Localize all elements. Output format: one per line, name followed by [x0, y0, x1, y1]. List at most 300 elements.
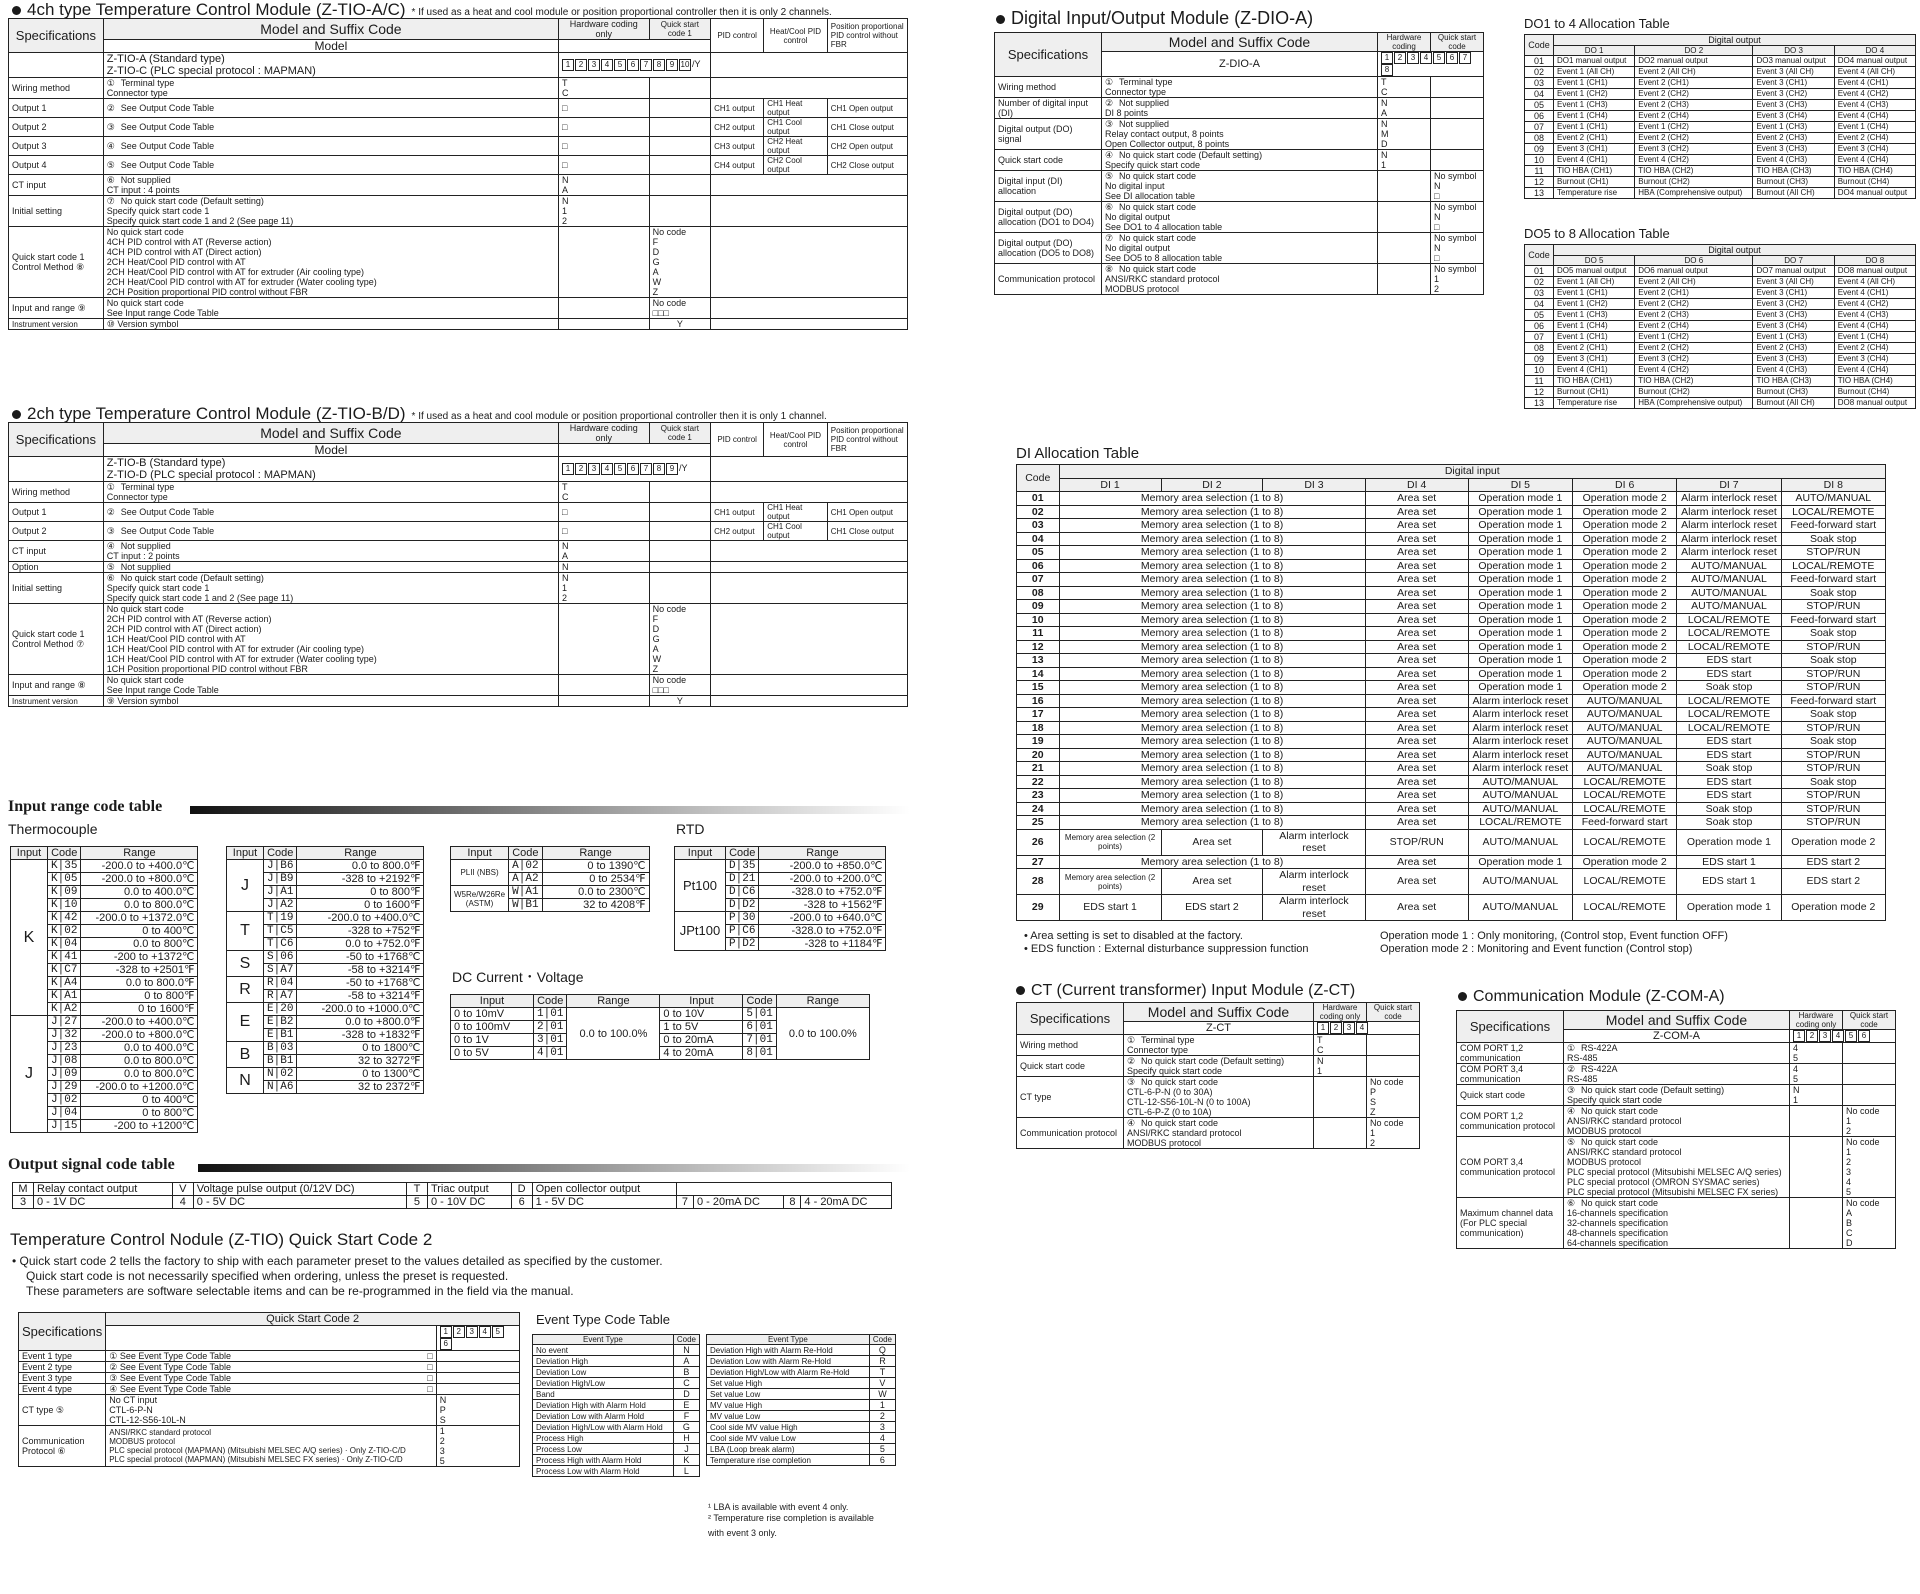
line-text: PLC special protocol (Mitsubishi MELSEC FX series): [1567, 1187, 1779, 1197]
model-value: Z-CT: [1124, 1022, 1314, 1035]
column-header: Input: [11, 847, 48, 860]
output-cell: Event 3 (CH2): [1635, 144, 1753, 155]
table-row: [9, 562, 908, 573]
code-letter: T: [267, 938, 274, 950]
spec-name: Wiring method: [1017, 1035, 1124, 1056]
digit-box: 2: [1330, 1022, 1342, 1034]
table-row: [1525, 365, 1916, 376]
di-cell: Soak stop: [1781, 654, 1885, 668]
di-title: DI Allocation Table: [1016, 445, 1140, 462]
line-text: 4: [1793, 1064, 1799, 1074]
code-letter: K: [51, 886, 58, 898]
digit-box: 4: [479, 1326, 491, 1338]
table-row: [1017, 627, 1886, 641]
di-cell: Memory area selection (1 to 8): [1059, 789, 1365, 803]
di-cell: Alarm interlock reset: [1468, 721, 1572, 735]
spec-name: Output 3: [9, 137, 104, 156]
output-cell: Burnout (CH1): [1554, 387, 1635, 398]
code-letter: J: [267, 860, 274, 872]
box-icon: □: [427, 1384, 433, 1394]
range-cell: -328.0 to +752.0℉: [759, 886, 886, 899]
di-cell: Memory area selection (1 to 8): [1059, 627, 1365, 641]
code-digits: B1: [280, 1055, 294, 1067]
table-row: [707, 1455, 896, 1466]
spec-name: COM PORT 1,2 communication protocol: [1457, 1106, 1564, 1137]
suffix-boxes-cell: [1314, 1022, 1420, 1035]
line-text: CT input : 4 points: [106, 185, 180, 195]
qs-cell: [649, 118, 710, 137]
line-text: 2: [1434, 284, 1440, 294]
line-text: N: [439, 1395, 447, 1405]
hw-header: Hardware coding only: [1314, 1003, 1367, 1022]
heatcool-header: Heat/Cool PID control: [764, 423, 828, 457]
code-cell: 07: [1017, 573, 1060, 587]
spec-items: [103, 118, 558, 137]
di-cell: AUTO/MANUAL: [1573, 694, 1677, 708]
output-cell: Event 2 (CH4): [1834, 343, 1915, 354]
table-row: [451, 1008, 870, 1021]
suffix-boxes: 1 2 3 4 5 6 7 8 9 10 /Y: [562, 59, 701, 69]
table-row: [1525, 321, 1916, 332]
table-row: [19, 1373, 520, 1384]
code-letter: R: [267, 990, 274, 1002]
code-cell: K|A2: [48, 1003, 81, 1016]
line-text: CT input : 2 points: [106, 551, 180, 561]
line-text: No quick start code (Default setting): [1141, 1056, 1285, 1066]
table-row: [1525, 288, 1916, 299]
line-text: 4: [1846, 1177, 1852, 1187]
di-cell: Alarm interlock reset: [1263, 829, 1365, 855]
range-cell: -200.0 to +200.0℃: [759, 873, 886, 886]
code-cell: D|35: [726, 860, 759, 873]
digit-box: 5: [492, 1326, 504, 1338]
output-cell: DO1 manual output: [1554, 56, 1635, 67]
di-cell: EDS start: [1677, 667, 1781, 681]
table-row: [1525, 144, 1916, 155]
line-text: No quick start code: [1119, 264, 1197, 274]
empty-cell: [1314, 1077, 1367, 1118]
di-cell: Memory area selection (1 to 8): [1059, 519, 1365, 533]
code-cell: J|B6: [264, 860, 297, 873]
di-cell: AUTO/MANUAL: [1468, 869, 1572, 895]
event-code: Q: [869, 1345, 895, 1356]
line-text: See Output Code Table: [120, 526, 215, 536]
line-text: A: [1846, 1208, 1853, 1218]
column-header: Code: [509, 847, 542, 860]
code-cell: 4|01: [534, 1047, 567, 1060]
column-header: Digital output: [1554, 245, 1916, 256]
spec-items: [103, 522, 558, 541]
line-text: Connector type: [1127, 1045, 1189, 1055]
table-row: [995, 202, 1484, 233]
code-cell: K|C7: [48, 964, 81, 977]
code-cell: S|06: [264, 951, 297, 964]
model-label: Model: [103, 444, 558, 457]
range-cell: 0.0 to 800.0℃: [81, 1055, 198, 1068]
di-cell: Operation mode 2: [1573, 586, 1677, 600]
output-signal-table: [12, 1182, 892, 1209]
table-row: [1017, 895, 1886, 921]
spec-num: ⑥: [1567, 1198, 1576, 1208]
spec-num: ⑤: [1105, 171, 1114, 181]
di-cell: Operation mode 2: [1573, 573, 1677, 587]
di-note: • Area setting is set to disabled at the factory.: [1024, 930, 1243, 942]
thermocouple-mid-table: [226, 846, 424, 1094]
code-digits: A7: [280, 964, 294, 976]
line-text: PLC special protocol (MAPMAN) (Mitsubishi MELSEC FX series) · Only Z-TIO-C/D: [109, 1455, 403, 1464]
spec-header: Specifications: [9, 423, 104, 457]
table-row: [1525, 376, 1916, 387]
line-text: MODBUS protocol: [1567, 1157, 1642, 1167]
table-row: [995, 77, 1484, 98]
code-digits: 01: [550, 1047, 564, 1059]
model-lines: [103, 457, 558, 482]
code-cell: [559, 482, 650, 503]
table-row: [1525, 122, 1916, 133]
digit-box: 5: [1845, 1030, 1857, 1042]
di-cell: Area set: [1365, 519, 1468, 533]
spec-items: [1124, 1118, 1314, 1149]
output-cell: Event 3 (CH3): [1753, 310, 1834, 321]
event-code: 4: [869, 1433, 895, 1444]
code-cell: B|B1: [264, 1055, 297, 1068]
qs-cell: [649, 137, 710, 156]
header-row: [451, 995, 870, 1008]
code-cell: A|02: [509, 860, 542, 873]
table-row: [9, 573, 908, 604]
di-cell: Area set: [1365, 762, 1468, 776]
code-letter: D: [729, 873, 736, 885]
digit-box: 1: [562, 463, 574, 475]
code-digits: A1: [64, 990, 78, 1002]
line-text: D: [1381, 139, 1388, 149]
line-text: No code: [652, 298, 687, 308]
di-cell: Alarm interlock reset: [1468, 748, 1572, 762]
code-letter: K: [51, 1003, 58, 1015]
code-digits: 01: [759, 1034, 773, 1046]
qs-cell: [649, 541, 710, 562]
spec-name: Wiring method: [995, 77, 1102, 98]
output-cell: TIO HBA (CH1): [1554, 376, 1635, 387]
code-cell: [1790, 1064, 1843, 1085]
output-cell: Burnout (CH3): [1753, 387, 1834, 398]
range-cell: -200.0 to +1372.0℃: [81, 912, 198, 925]
output-cell: Event 1 (CH2): [1554, 299, 1635, 310]
code-cell: D|D2: [726, 899, 759, 912]
table-row: [707, 1422, 896, 1433]
table-row: [1525, 111, 1916, 122]
output-cell: Event 3 (CH4): [1834, 144, 1915, 155]
code-digits: 21: [742, 873, 756, 885]
event-name: Deviation Low: [533, 1367, 674, 1378]
line-text: 48-channels specification: [1567, 1228, 1669, 1238]
di-cell: Operation mode 2: [1781, 829, 1885, 855]
spec-num: ①: [106, 482, 115, 492]
di-cell: Feed-forward start: [1781, 573, 1885, 587]
di-cell: Operation mode 1: [1468, 559, 1572, 573]
version-code: Y: [649, 696, 710, 707]
spec-items: [103, 482, 558, 503]
input-cell: J: [11, 1016, 48, 1133]
table-row: [707, 1345, 896, 1356]
di-cell: Operation mode 2: [1573, 519, 1677, 533]
di-cell: Soak stop: [1781, 775, 1885, 789]
line-text: 4CH PID control with AT (Direct action): [106, 247, 262, 257]
header-row: [1457, 1011, 1896, 1030]
line-text: 2: [562, 593, 568, 603]
spec-items: [1564, 1043, 1790, 1064]
event-code: H: [673, 1433, 699, 1444]
table-row: [995, 233, 1484, 264]
line-text: No quick start code (Default setting): [120, 196, 264, 206]
qs-cell: [649, 196, 710, 227]
line-text: No code: [652, 675, 687, 685]
table-row: [675, 860, 886, 873]
spec-num: ⑤: [1567, 1137, 1576, 1147]
code-digits: A4: [64, 977, 78, 989]
output-code-cell: Triac output: [427, 1183, 511, 1196]
code-digits: C6: [742, 886, 756, 898]
code-cell: J|09: [48, 1068, 81, 1081]
event-code: V: [869, 1378, 895, 1389]
line-text: 2: [439, 1436, 445, 1446]
output-cell: Event 3 (All CH): [1753, 277, 1834, 288]
code-cell: 05: [1525, 310, 1554, 321]
di-cell: Alarm interlock reset: [1468, 762, 1572, 776]
column-header: DI 3: [1263, 478, 1365, 492]
hw-header: Hardware coding only: [559, 19, 650, 40]
code-cell: T|C5: [264, 925, 297, 938]
input-cell: 0 to 20mA: [660, 1034, 743, 1047]
spec-name: Maximum channel data (For PLC special communication): [1457, 1198, 1564, 1249]
code-cell: [559, 118, 650, 137]
code-cell: K|A1: [48, 990, 81, 1003]
spec-item: See Event Type Code Table: [119, 1351, 232, 1361]
code-letter: J: [51, 1029, 58, 1041]
spec-name: Wiring method: [9, 78, 104, 99]
line-text: T: [1317, 1035, 1323, 1045]
spec-name: Digital input (DI) allocation: [995, 171, 1102, 202]
digit-box: 1: [1317, 1022, 1329, 1034]
code-cell: K|02: [48, 925, 81, 938]
di-cell: Memory area selection (1 to 8): [1059, 855, 1365, 869]
table-row: [19, 1362, 520, 1373]
event-name: Deviation High with Alarm Hold: [533, 1400, 674, 1411]
output-cell: Event 4 (CH1): [1834, 78, 1915, 89]
line-text: Z-TIO-C (PLC special protocol : MAPMAN): [106, 65, 316, 77]
header-row: [1525, 256, 1916, 266]
range-cell: 0 to 2534℉: [542, 873, 649, 886]
code-cell: 10: [1525, 155, 1554, 166]
di-cell: Operation mode 1: [1468, 532, 1572, 546]
empty-cell: [711, 696, 908, 707]
code-cell: B|03: [264, 1042, 297, 1055]
line-text: Terminal type: [1119, 77, 1173, 87]
table-row: [9, 522, 908, 541]
range-cell: 0.0 to +752.0℉: [297, 938, 424, 951]
line-text: N: [1381, 98, 1388, 108]
line-text: 2CH Position proportional PID control without FBR: [106, 287, 308, 297]
di-cell: EDS start 2: [1161, 895, 1263, 921]
input-cell: 0 to 100mV: [451, 1021, 534, 1034]
column-header: Code: [1017, 465, 1060, 492]
code-letter: R: [267, 977, 274, 989]
empty-cell: [559, 675, 650, 696]
code-cell: K|41: [48, 951, 81, 964]
line-text: □□□: [652, 308, 669, 318]
output-cell: Event 4 (CH3): [1834, 100, 1915, 111]
column-header: Code: [1525, 35, 1554, 56]
spec-num: ⑤: [106, 562, 115, 572]
spec-items: [1102, 233, 1378, 264]
spec-items: [1564, 1106, 1790, 1137]
spec-num: ②: [1127, 1056, 1136, 1066]
code-cell: T|C6: [264, 938, 297, 951]
spec-item: See Event Type Code Table: [119, 1373, 232, 1383]
code-cell: [1431, 264, 1484, 295]
tio-ac-heading: [12, 0, 832, 20]
event-code: G: [673, 1422, 699, 1433]
code-cell: [1378, 98, 1431, 119]
di-cell: Soak stop: [1781, 708, 1885, 722]
output-cell: Event 2 (CH2): [1635, 343, 1753, 354]
code-cell: 02: [1525, 277, 1554, 288]
input-range-title: Input range code table: [8, 798, 163, 815]
code-digits: 32: [64, 1029, 78, 1041]
code-cell: [1790, 1043, 1843, 1064]
code-letter: K: [51, 899, 58, 911]
range-cell: 0.0 to 2300℃: [542, 886, 649, 899]
di-cell: Alarm interlock reset: [1677, 519, 1781, 533]
bullet-icon: [12, 410, 21, 419]
code-cell: K|10: [48, 899, 81, 912]
output-cell: HBA (Comprehensive output): [1635, 188, 1753, 199]
table-row: [1017, 532, 1886, 546]
di-cell: Operation mode 1: [1468, 586, 1572, 600]
thermocouple-pl-table: [450, 846, 650, 912]
range-cell: 0 to 1600℉: [81, 1003, 198, 1016]
suffix-boxes-cell: [1378, 52, 1484, 77]
line-text: MODBUS protocol: [1105, 284, 1180, 294]
code-cell: W|A1: [509, 886, 542, 899]
table-row: [9, 156, 908, 175]
di-cell: Operation mode 2: [1573, 546, 1677, 560]
code-digits: D2: [742, 899, 756, 911]
code-cell: J|15: [48, 1120, 81, 1133]
code-cell: 03: [1525, 78, 1554, 89]
spec-header: Specifications: [995, 33, 1102, 77]
ir-codes: [649, 298, 710, 319]
tio-bd-title: 2ch type Temperature Control Module (Z-TIO-B/D): [27, 404, 406, 423]
input-cell: 0 to 1V: [451, 1034, 534, 1047]
code-cell: J|32: [48, 1029, 81, 1042]
digit-box: 5: [614, 463, 626, 475]
di-cell: Memory area selection (2 points): [1059, 869, 1161, 895]
table-row: [707, 1433, 896, 1444]
code-cell: 12: [1017, 640, 1060, 654]
input-range-label: Input and range: [12, 680, 76, 690]
line-text: 3: [1846, 1167, 1852, 1177]
code-cell: 13: [1525, 188, 1554, 199]
output-cell: Event 4 (CH2): [1834, 299, 1915, 310]
range-cell: 0 to 800℉: [297, 886, 424, 899]
spec-items: [106, 1362, 436, 1373]
line-text: A: [1381, 108, 1388, 118]
event-code: E: [673, 1400, 699, 1411]
qs-cell: [649, 156, 710, 175]
code-cell: [1367, 1077, 1420, 1118]
header-row: [227, 847, 424, 860]
line-text: 1: [1317, 1066, 1323, 1076]
code-cell: 02: [1017, 505, 1060, 519]
range-cell: -200.0 to +400.0℃: [81, 860, 198, 873]
spec-items: [1564, 1085, 1790, 1106]
spec-num: ⑤: [55, 1405, 64, 1415]
spec-header: Specifications: [1457, 1011, 1564, 1043]
hc-cell: CH1 Heat output: [764, 503, 828, 522]
line-text: Z-TIO-A (Standard type): [106, 53, 225, 65]
code-cell: 12: [1525, 387, 1554, 398]
digit-box: 8: [653, 59, 665, 71]
output-cell: Event 1 (CH1): [1554, 288, 1635, 299]
code-cell: 7|01: [743, 1034, 776, 1047]
event-code: 1: [869, 1400, 895, 1411]
empty-cell: [711, 298, 908, 319]
code-cell: 08: [1525, 343, 1554, 354]
input-cell: Pt100: [675, 860, 726, 912]
di-cell: Operation mode 1: [1468, 667, 1572, 681]
digit-box: 9: [666, 59, 678, 71]
column-header: Range: [297, 847, 424, 860]
di-cell: Soak stop: [1781, 735, 1885, 749]
qs-cell: [649, 99, 710, 118]
output-cell: Event 1 (CH4): [1554, 321, 1635, 332]
code-cell: K|A4: [48, 977, 81, 990]
line-text: No quick start code (Default setting): [1119, 150, 1263, 160]
column-header: Input: [660, 995, 743, 1008]
line-text: Z-TIO-B (Standard type): [106, 457, 226, 469]
di-cell: LOCAL/REMOTE: [1781, 559, 1885, 573]
spec-name: Quick start code: [995, 150, 1102, 171]
hc-cell: CH1 Cool output: [764, 522, 828, 541]
output-cell: Event 2 (CH3): [1753, 133, 1834, 144]
output-cell: Event 4 (CH1): [1834, 288, 1915, 299]
line-text: 2CH Heat/Cool PID control with AT for extruder (Air cooling type): [106, 267, 365, 277]
di-cell: LOCAL/REMOTE: [1677, 640, 1781, 654]
spec-name: CT input: [9, 541, 104, 562]
digit-box: 1: [1793, 1030, 1805, 1042]
code-cell: J|27: [48, 1016, 81, 1029]
output-cell: Event 3 (CH2): [1635, 354, 1753, 365]
table-row: [227, 1003, 424, 1016]
code-digits: A2: [280, 899, 294, 911]
line-text: Specify quick start code 1: [106, 583, 210, 593]
spec-items: [103, 196, 558, 227]
di-cell: Soak stop: [1677, 762, 1781, 776]
code-cell: 2|01: [534, 1021, 567, 1034]
spec-name: Initial setting: [9, 573, 104, 604]
qs2-title: Temperature Control Nodule (Z-TIO) Quick Start Code 2: [10, 1230, 433, 1249]
event-code: A: [673, 1356, 699, 1367]
table-row: [1457, 1106, 1896, 1137]
event-code: B: [673, 1367, 699, 1378]
di-cell: AUTO/MANUAL: [1468, 789, 1572, 803]
table-row: [1525, 387, 1916, 398]
column-header: Code: [264, 847, 297, 860]
header-row: [533, 1335, 700, 1345]
di-cell: EDS start 1: [1677, 869, 1781, 895]
event-name: Deviation High/Low with Alarm Re-Hold: [707, 1367, 870, 1378]
